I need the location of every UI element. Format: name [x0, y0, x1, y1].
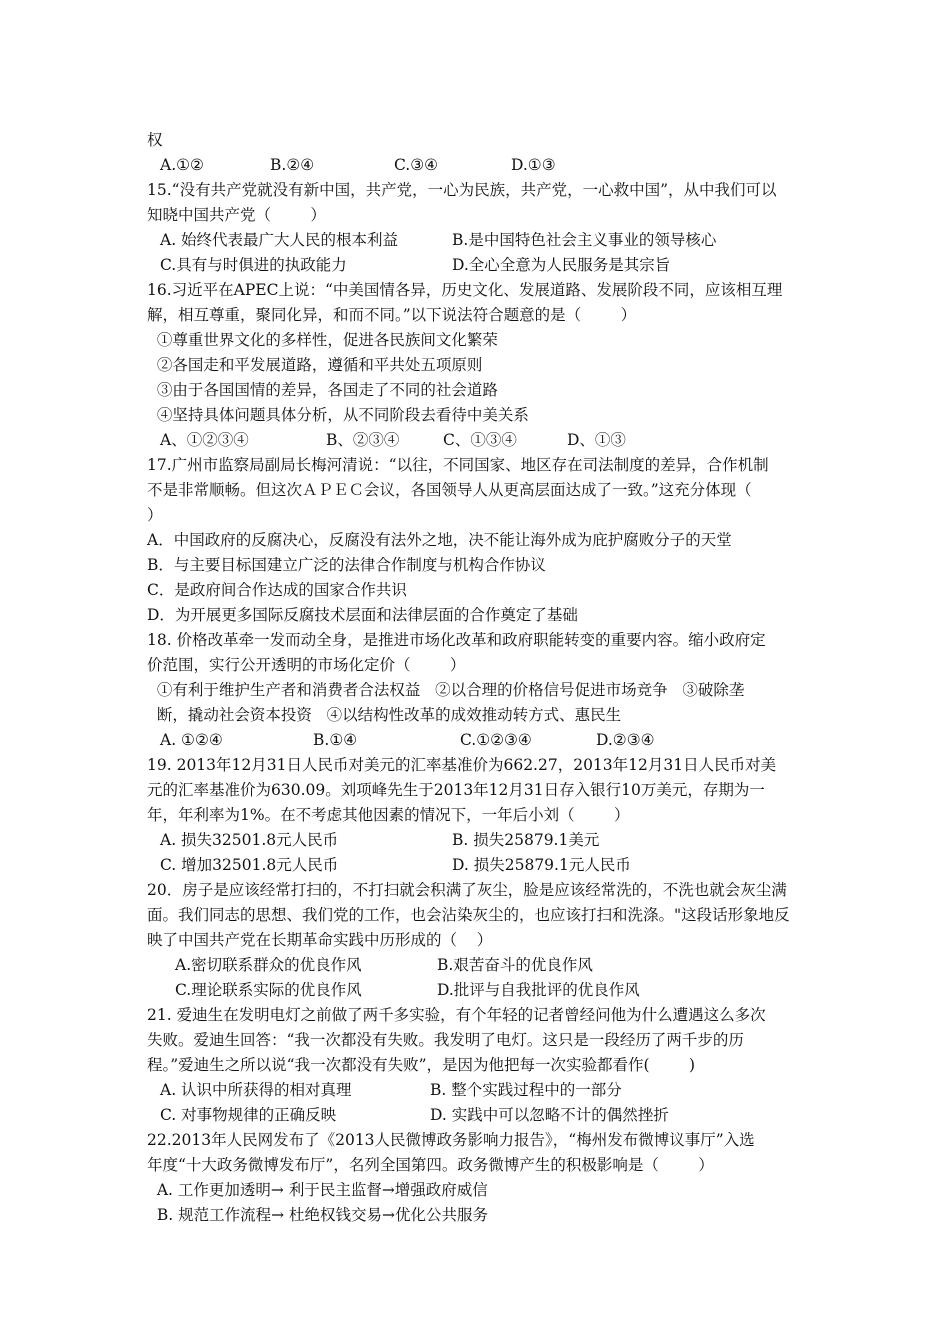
answer-option: A. 认识中所获得的相对真理	[160, 1081, 352, 1099]
answer-option: C. 对事物规律的正确反映	[160, 1106, 337, 1124]
text-line: 17.广州市监察局副局长梅河清说：“以往，不同国家、地区存在司法制度的差异，合作机制	[147, 456, 769, 474]
text-line: 15.“没有共产党就没有新中国，共产党，一心为民族，共产党，一心救中国”，从中我们可以	[147, 181, 777, 199]
answer-option: B. 损失25879.1美元	[452, 831, 600, 849]
answer-option: D.全心全意为人民服务是其宗旨	[452, 256, 671, 274]
text-line: ③由于各国国情的差异，各国走了不同的社会道路	[147, 381, 498, 399]
answer-option: D.②③④	[596, 731, 655, 749]
text-line: 映了中国共产党在长期革命实践中历形成的（ ）	[147, 931, 493, 949]
answer-option: C.①②③④	[460, 731, 532, 749]
answer-option: B.艰苦奋斗的优良作风	[437, 956, 593, 974]
answer-option: C、①③④	[443, 431, 517, 449]
text-line: 元的汇率基准价为630.09。刘项峰先生于2013年12月31日存入银行10万美元，存期为一	[147, 781, 765, 799]
text-line: 价范围，实行公开透明的市场化定价（ ）	[147, 656, 466, 674]
text-line: C．是政府间合作达成的国家合作共识	[147, 581, 407, 599]
text-line: 断，撬动社会资本投资 ④以结构性改革的成效推动转方式、惠民生	[147, 706, 622, 724]
text-line: B. 规范工作流程→ 杜绝权钱交易→优化公共服务	[147, 1206, 489, 1224]
text-line: A．中国政府的反腐决心，反腐没有法外之地，决不能让海外成为庇护腐败分子的天堂	[147, 531, 732, 549]
text-line: 20．房子是应该经常打扫的，不打扫就会积满了灰尘，脸是应该经常洗的，不洗也就会灰尘满	[147, 881, 787, 899]
text-line: ④坚持具体问题具体分析，从不同阶段去看待中美关系	[147, 406, 529, 424]
answer-option: D. 实践中可以忽略不计的偶然挫折	[430, 1106, 669, 1124]
text-line: 程。”爱迪生之所以说“我一次都没有失败”，是因为他把每一次实验都看作( )	[147, 1056, 696, 1074]
text-line: 面。我们同志的思想、我们党的工作，也会沾染灰尘的，也应该打扫和洗涤。"这段话形象地反	[147, 906, 790, 924]
text-line: 18. 价格改革牵一发而动全身，是推进市场化改革和政府职能转变的重要内容。缩小政府定	[147, 631, 766, 649]
answer-option: D、①③	[567, 431, 626, 449]
answer-option: B.是中国特色社会主义事业的领导核心	[452, 231, 717, 249]
text-line: 年度“十大政务微博发布厅”，名列全国第四。政务微博产生的积极影响是（ ）	[147, 1156, 714, 1174]
text-line: B．与主要目标国建立广泛的法律合作制度与机构合作协议	[147, 556, 546, 574]
text-line: 22.2013年人民网发布了《2013人民微博政务影响力报告》，“梅州发布微博议事厅”入选	[147, 1131, 755, 1149]
text-line: 19. 2013年12月31日人民币对美元的汇率基准价为662.27，2013年12月31日人民币对美	[147, 756, 777, 774]
text-line: 知晓中国共产党（ ）	[147, 206, 326, 224]
text-line: ①有利于维护生产者和消费者合法权益 ②以合理的价格信号促进市场竞争 ③破除垄	[147, 681, 745, 699]
text-line: A. 工作更加透明→ 利于民主监督→增强政府威信	[147, 1181, 488, 1199]
answer-option: C.③④	[394, 156, 439, 174]
answer-option: A. 始终代表最广大人民的根本利益	[160, 231, 399, 249]
text-line: 权	[147, 131, 163, 149]
answer-option: A. ①②④	[160, 731, 223, 749]
text-line: 16.习近平在APEC上说：“中美国情各异，历史文化、发展道路、发展阶段不同，应该相互理	[147, 281, 783, 299]
answer-option: B. 整个实践过程中的一部分	[430, 1081, 622, 1099]
answer-option: C. 增加32501.8元人民币	[160, 856, 339, 874]
text-line: 解，相互尊重，聚同化异，和而不同。”以下说法符合题意的是（ ）	[147, 306, 637, 324]
text-line: ）	[147, 506, 163, 524]
text-line: 21. 爱迪生在发明电灯之前做了两千多实验，有个年轻的记者曾经问他为什么遭遇这么多次	[147, 1006, 766, 1024]
text-line: 年，年利率为1%。在不考虑其他因素的情况下，一年后小刘（ ）	[147, 806, 630, 824]
answer-option: A.密切联系群众的优良作风	[175, 956, 362, 974]
answer-option: B、②③④	[326, 431, 400, 449]
answer-option: A. 损失32501.8元人民币	[160, 831, 339, 849]
text-line: D．为开展更多国际反腐技术层面和法律层面的合作奠定了基础	[147, 606, 578, 624]
answer-option: C.理论联系实际的优良作风	[175, 981, 362, 999]
answer-option: D. 损失25879.1元人民币	[452, 856, 631, 874]
answer-option: A.①②	[160, 156, 204, 174]
text-line: ②各国走和平发展道路，遵循和平共处五项原则	[147, 356, 483, 374]
text-line: 不是非常顺畅。但这次ＡＰＥＣ会议，各国领导人从更高层面达成了一致。”这充分体现（	[147, 481, 752, 499]
text-line: ①尊重世界文化的多样性，促进各民族间文化繁荣	[147, 331, 498, 349]
answer-option: A、①②③④	[160, 431, 249, 449]
answer-option: D.批评与自我批评的优良作风	[437, 981, 640, 999]
answer-option: B.①④	[313, 731, 358, 749]
text-line: 失败。爱迪生回答：“我一次都没有失败。我发明了电灯。这只是一段经历了两千步的历	[147, 1031, 744, 1049]
answer-option: B.②④	[270, 156, 315, 174]
answer-option: D.①③	[511, 156, 556, 174]
answer-option: C.具有与时俱进的执政能力	[160, 256, 347, 274]
